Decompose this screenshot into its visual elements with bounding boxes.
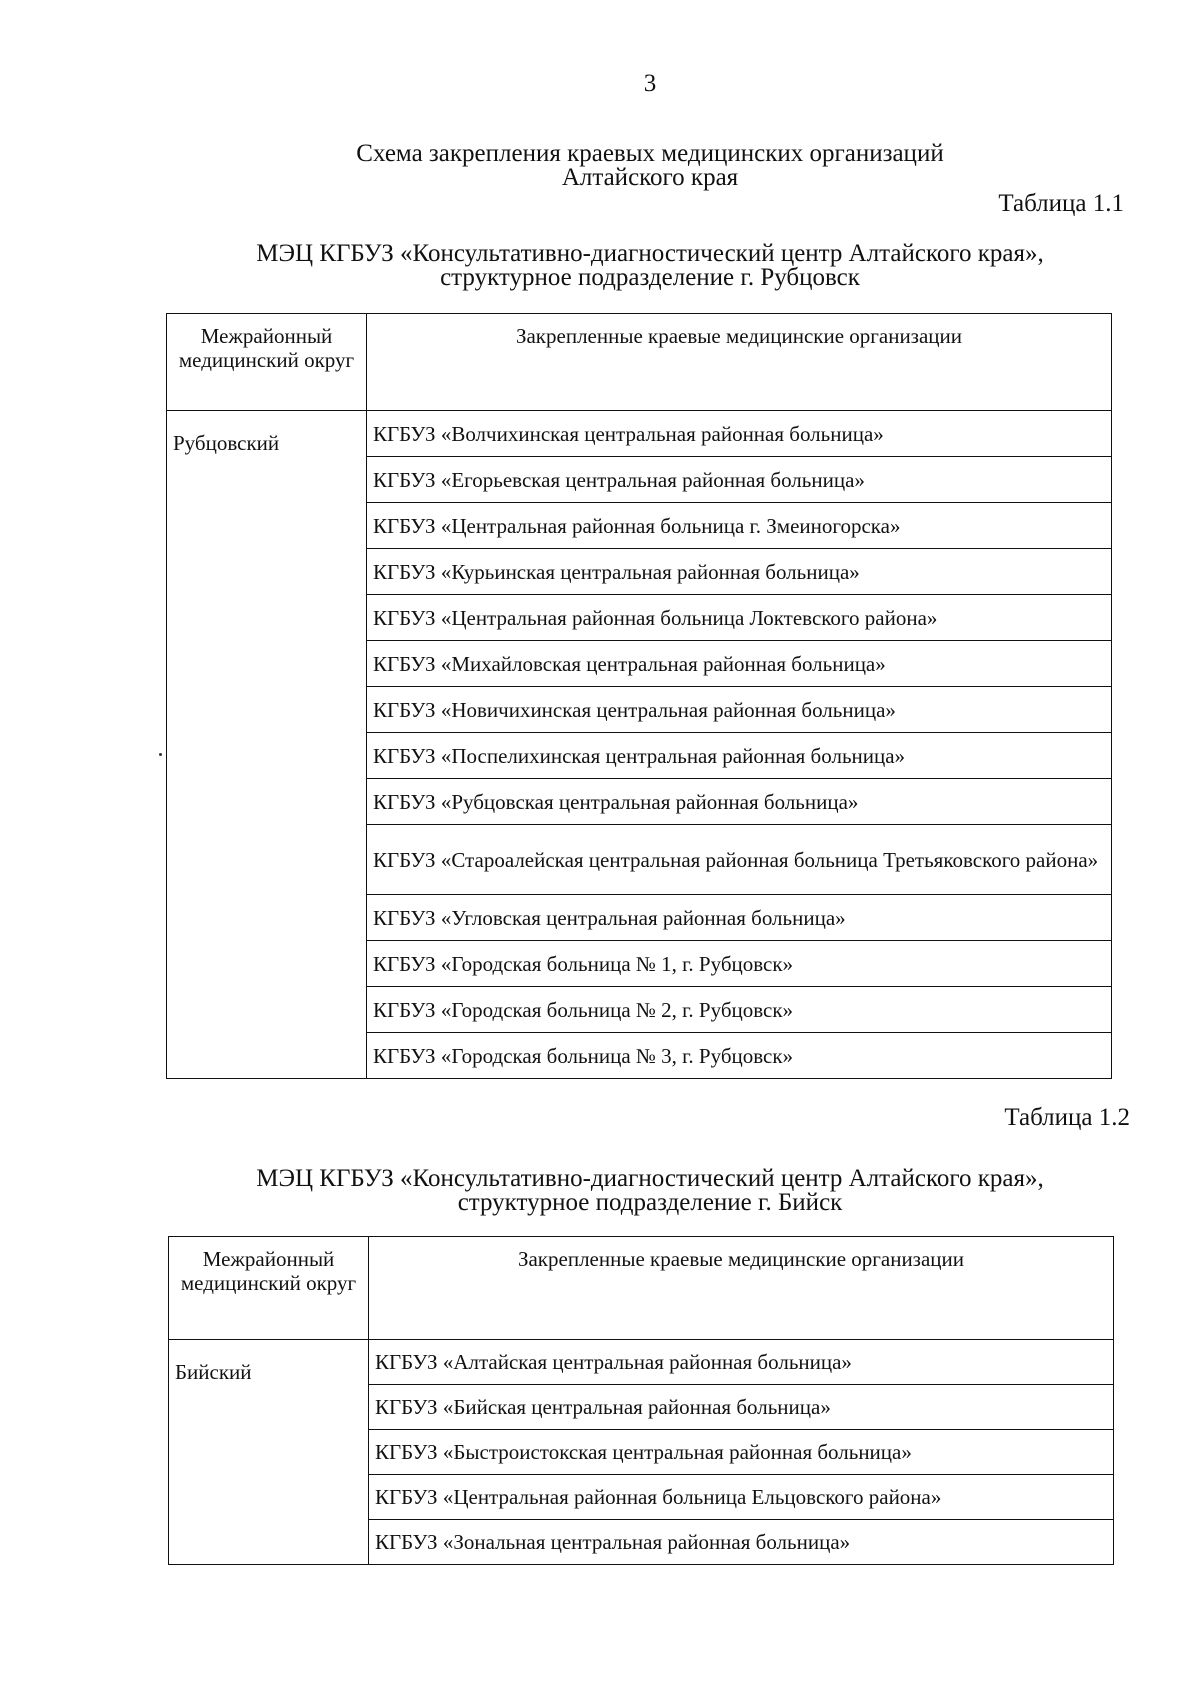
table-1-subtitle-line-1: МЭЦ КГБУЗ «Консультативно-диагностический центр Алтайского края», xyxy=(256,240,1044,267)
org-cell: КГБУЗ «Быстроистокская центральная районная больница» xyxy=(369,1430,1114,1475)
title-line-1: Схема закрепления краевых медицинских организаций xyxy=(356,140,944,167)
org-cell: КГБУЗ «Городская больница № 1, г. Рубцовск» xyxy=(367,941,1112,987)
org-cell: КГБУЗ «Новичихинская центральная районная больница» xyxy=(367,687,1112,733)
org-cell: КГБУЗ «Михайловская центральная районная больница» xyxy=(367,641,1112,687)
table-1 xyxy=(166,313,1112,1079)
org-cell: КГБУЗ «Поспелихинская центральная районная больница» xyxy=(367,733,1112,779)
org-cell: КГБУЗ «Центральная районная больница Локтевского района» xyxy=(367,595,1112,641)
org-cell: КГБУЗ «Егорьевская центральная районная больница» xyxy=(367,457,1112,503)
org-cell: КГБУЗ «Волчихинская центральная районная больница» xyxy=(367,411,1112,457)
table-row xyxy=(169,1340,1114,1385)
org-cell: КГБУЗ «Городская больница № 2, г. Рубцовск» xyxy=(367,987,1112,1033)
table-1-label: Таблица 1.1 xyxy=(998,190,1124,217)
org-cell: КГБУЗ «Зональная центральная районная больница» xyxy=(369,1520,1114,1565)
table-2-header-row xyxy=(169,1237,1114,1340)
table-2-subtitle-line-1: МЭЦ КГБУЗ «Консультативно-диагностический центр Алтайского края», xyxy=(256,1165,1044,1192)
org-cell: КГБУЗ «Рубцовская центральная районная больница» xyxy=(367,779,1112,825)
table-1-subtitle-line-2: структурное подразделение г. Рубцовск xyxy=(440,264,860,291)
table-2-subtitle-line-2: структурное подразделение г. Бийск xyxy=(457,1189,843,1216)
table-1-header-okrug: Межрайонный медицинский округ xyxy=(167,314,367,411)
table-2-header-orgs: Закрепленные краевые медицинские организации xyxy=(369,1237,1114,1340)
org-cell: КГБУЗ «Центральная районная больница Ельцовского района» xyxy=(369,1475,1114,1520)
document-title xyxy=(230,142,1070,190)
table-1-header-row xyxy=(167,314,1112,411)
table-1-header-orgs: Закрепленные краевые медицинские организации xyxy=(367,314,1112,411)
table-1-okrug-cell: Рубцовский xyxy=(167,411,367,1079)
table-2-label: Таблица 1.2 xyxy=(1004,1104,1130,1131)
org-cell: КГБУЗ «Староалейская центральная районная больница Третьяковского района» xyxy=(367,825,1112,895)
org-cell: КГБУЗ «Городская больница № 3, г. Рубцовск» xyxy=(367,1033,1112,1079)
table-2-header-okrug: Межрайонный медицинский округ xyxy=(169,1237,369,1340)
table-2-subtitle xyxy=(170,1167,1130,1215)
table-2-okrug-cell: Бийский xyxy=(169,1340,369,1565)
title-line-2: Алтайского края xyxy=(561,164,739,191)
table-row xyxy=(167,411,1112,457)
table-2 xyxy=(168,1236,1114,1565)
scan-speck xyxy=(159,753,162,756)
org-cell: КГБУЗ «Центральная районная больница г. Змеиногорска» xyxy=(367,503,1112,549)
table-1-subtitle xyxy=(170,242,1130,290)
org-cell: КГБУЗ «Курьинская центральная районная больница» xyxy=(367,549,1112,595)
org-cell: КГБУЗ «Бийская центральная районная больница» xyxy=(369,1385,1114,1430)
page-number: 3 xyxy=(643,70,657,97)
org-cell: КГБУЗ «Алтайская центральная районная больница» xyxy=(369,1340,1114,1385)
org-cell: КГБУЗ «Угловская центральная районная больница» xyxy=(367,895,1112,941)
